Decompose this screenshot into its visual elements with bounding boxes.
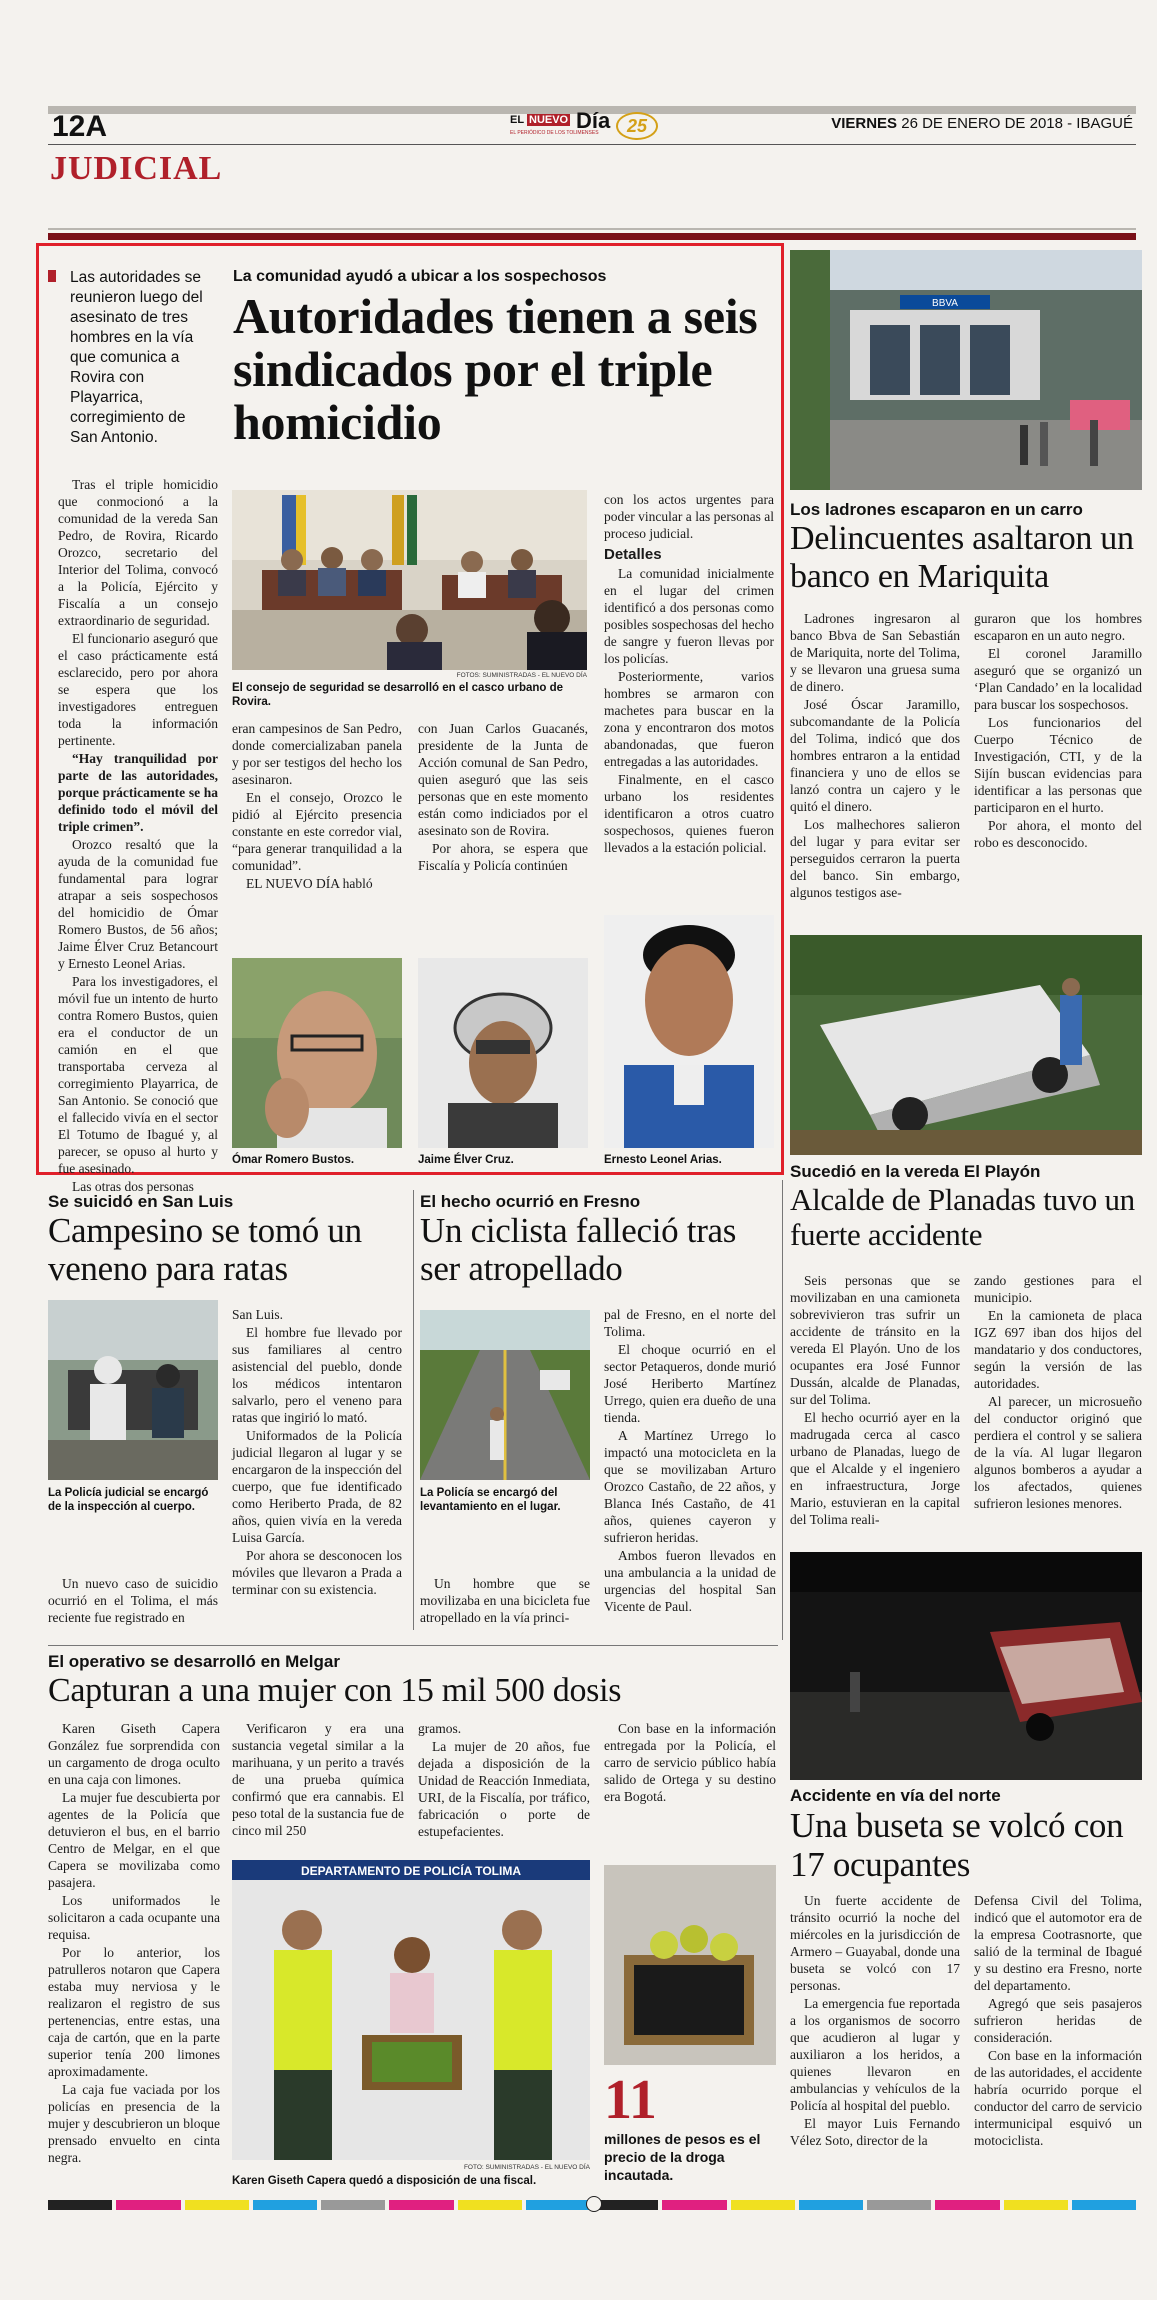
page-number: 12A xyxy=(52,110,108,143)
suicide-headline: Campesino se tomó un veneno para ratas xyxy=(48,1211,362,1288)
security-meeting-illustration xyxy=(232,490,587,670)
main-summary-block xyxy=(44,268,216,448)
bank-col1-p: José Óscar Jaramillo, subcomandante de la Policía del Tolima, indicó que dos hombres entraron a la entidad financiera y uno de ellos se lanzó contra un cajero y le quitó el dinero. xyxy=(790,697,960,814)
bank-kicker: Los ladrones escaparon en un carro xyxy=(790,500,1083,519)
main-photo-credit: FOTOS: SUMINISTRADAS - EL NUEVO DÍA xyxy=(456,672,587,679)
planadas-col2 xyxy=(974,1272,1142,1513)
cyclist-kicker: El hecho ocurrió en Fresno xyxy=(420,1192,641,1211)
melgar-col1-p: La mujer fue descubierta por agentes de la Policía que detuvieron el bus, en el barrio Centro de Melgar, en el que Capera se movilizaba como pasajera. xyxy=(48,1790,220,1890)
logo-nuevo: NUEVO xyxy=(529,114,569,126)
main-col1-p: Tras el triple homicidio que conmocionó a la comunidad de la vereda San Pedro, de Rovira, Ricardo Orozco, secretario del Interior del Tolima, convocó a la Policía, Ejército y Fiscalía a un consejo extraordinario de seguridad. xyxy=(58,477,218,628)
header-rule xyxy=(48,144,1136,145)
suicide-col2-p: San Luis. xyxy=(232,1307,284,1322)
cyclist-headline: Un ciclista falleció tras ser atropellado xyxy=(420,1211,737,1288)
melgar-col2-p: Verificaron y era una sustancia vegetal similar a la marihuana, y un perito a través de una prueba química confirmó que era cannabis. El peso total de la sustancia fue de cinco mil 250 xyxy=(232,1721,404,1838)
main-col2-p: eran campesinos de San Pedro, donde comercializaban panela y por ser testigos del hecho los asesinaron. xyxy=(232,721,402,787)
melgar-col1-p: Por lo anterior, los patrulleros notaron que Capera estaba muy nerviosa y le realizaron el registro de sus pertenencias, entre estas, una caja de cartón, que en la parte superior tenía 200 limones aproximadamente. xyxy=(48,1945,220,2079)
bank-headline: Delincuentes asaltaron un banco en Mariquita xyxy=(790,520,1134,595)
victim-portrait-1 xyxy=(232,958,402,1148)
melgar-photo xyxy=(232,1860,590,2160)
melgar-col1-p: Los uniformados le solicitaron a cada ocupante una requisa. xyxy=(48,1893,220,1942)
bank-col1 xyxy=(790,610,960,902)
bank-col2-p: Los funcionarios del Cuerpo Técnico de Investigación, CTI, y de la Sijín buscan evidencias para identificar a las personas que participaron en el hurto. xyxy=(974,715,1142,815)
main-headline: Autoridades tienen a seis sindicados por el triple homicidio xyxy=(233,288,758,450)
planadas-headline: Alcalde de Planadas tuvo un fuerte accidente xyxy=(790,1182,1135,1252)
melgar-col1-p: Karen Giseth Capera González fue sorprendida con un cargamento de droga oculto en una caja con limones. xyxy=(48,1721,220,1787)
bus-kicker: Accidente en vía del norte xyxy=(790,1786,1001,1805)
main-col3 xyxy=(418,720,588,875)
main-col3-p: con Juan Carlos Guacanés, presidente de la Junta de Acción comunal de San Pedro, quien aseguró que las seis personas que en este momento están como indiciados por el asesinato son de Rovira. xyxy=(418,721,588,838)
cyclist-col2-p: Ambos fueron llevados en una ambulancia a la unidad de urgencias del hospital San Vicente de Paul. xyxy=(604,1548,776,1614)
section-band xyxy=(48,233,1136,240)
bank-col2 xyxy=(974,610,1142,852)
cyclist-col2 xyxy=(604,1306,776,1616)
planadas-photo xyxy=(790,935,1142,1155)
bus-headline: Una buseta se volcó con 17 ocupantes xyxy=(790,1806,1124,1884)
melgar-col3 xyxy=(418,1720,590,1841)
main-col2-p: En el consejo, Orozco le pidió al Ejército presencia constante en este corredor vial, “para generar tranquilidad a la comunidad”. xyxy=(232,790,402,873)
anniversary-number: 25 xyxy=(626,115,648,136)
bank-col2-p: Por ahora, el monto del robo es desconocido. xyxy=(974,818,1142,850)
main-col2-p: EL NUEVO DÍA habló xyxy=(246,876,373,891)
overturned-truck-illustration xyxy=(790,935,1142,1155)
cyclist-col2-p: A Martínez Urrego lo impactó una motocicleta en la que se movilizaban Arturo Orozco Castaño, de 22 años, y Blanca Inés Castaño, de 41 años, quienes cayeron y sufrieron heridas. xyxy=(604,1428,776,1545)
bank-sign: BBVA xyxy=(932,298,958,309)
cyclist-caption: La Policía se encargó del levantamiento en el lugar. xyxy=(420,1487,561,1513)
main-col4 xyxy=(604,491,774,857)
main-col2 xyxy=(232,720,402,893)
main-col4-p: La comunidad inicialmente en el lugar del crimen identificó a dos personas como posibles sospechosas del hecho de sangre y fueron llevas por los policías. xyxy=(604,566,774,666)
planadas-col2-p: Al parecer, un microsueño del conductor originó que perdiera el control y se saliera de la vía. Al lugar llegaron algunos bomberos a ayudar a los afectados, quienes sufrieron lesiones menores. xyxy=(974,1394,1142,1511)
suicide-col2-p: Por ahora se desconocen los móviles que llevaron a Prada a terminar con su existencia. xyxy=(232,1548,402,1597)
main-col1-p: El funcionario aseguró que el caso prácticamente está esclarecido, pero por ahora se espera que los investigadores entreguen toda la información pertinente. xyxy=(58,631,218,748)
victim-photo-3 xyxy=(604,915,774,1148)
divider-cyclist-right xyxy=(782,1180,783,1640)
victim-caption-3: Ernesto Leonel Arias. xyxy=(604,1154,722,1166)
planadas-col1-p: El hecho ocurrió ayer en la madrugada cerca al casco urbano de Planadas, luego de que el Alcalde y el ingeniero en infraestructura, Jorge Mario, estuvieran en la capital del Tolima reali- xyxy=(790,1410,960,1527)
melgar-caption: Karen Giseth Capera quedó a disposición de una fiscal. xyxy=(232,2175,537,2187)
header-date xyxy=(831,115,1133,132)
victim-caption-2: Jaime Élver Cruz. xyxy=(418,1154,514,1166)
melgar-headline: Capturan a una mujer con 15 mil 500 dosis xyxy=(48,1672,622,1709)
arrest-illustration xyxy=(232,1860,590,2160)
cyclist-col2-p: El choque ocurrió en el sector Petaqueros, donde murió José Heriberto Martínez Urrego, quien era dueño de una tienda. xyxy=(604,1342,776,1425)
planadas-col1 xyxy=(790,1272,960,1529)
bus-col2-p: Defensa Civil del Tolima, indicó que el automotor era de la empresa Cootrasnorte, que salió de la terminal de Ibagué y su destino era Fresno, norte del departamento. xyxy=(974,1893,1142,1993)
details-title: Detalles xyxy=(604,546,662,563)
melgar-col1 xyxy=(48,1720,220,2167)
bus-col1 xyxy=(790,1892,960,2150)
cyclist-photo xyxy=(420,1310,590,1480)
suicide-photo xyxy=(48,1300,218,1480)
main-photo-caption: El consejo de seguridad se desarrolló en el casco urbano de Rovira. xyxy=(232,682,564,708)
main-col1-p: Orozco resaltó que la ayuda de la comunidad fue fundamental para lograr atrapar a seis sospechosos del homicidio de Ómar Romero Bustos, de 56 años; Jaime Élver Cruz Betancourt y Ernesto Leonel Arias. xyxy=(58,837,218,971)
victim-caption-1: Ómar Romero Bustos. xyxy=(232,1154,355,1166)
main-col3-p: Por ahora, se espera que Fiscalía y Policía continúen xyxy=(418,841,588,873)
security-meeting-photo xyxy=(232,490,587,670)
header-date-rest: 26 DE ENERO DE 2018 - IBAGUÉ xyxy=(901,115,1133,132)
suicide-caption: La Policía judicial se encargó de la inspección al cuerpo. xyxy=(48,1487,209,1513)
melgar-photo-banner: DEPARTAMENTO DE POLICÍA TOLIMA xyxy=(300,1864,522,1878)
melgar-col4 xyxy=(604,1720,776,1806)
logo-dia: Día xyxy=(576,108,611,133)
melgar-drug-photo xyxy=(604,1865,776,2065)
bank-col1-p: Los malhechores salieron del lugar y para evitar ser perseguidos cerraron la puerta del banco. Sin embargo, algunos testigos ase- xyxy=(790,817,960,900)
victim-portrait-3 xyxy=(604,915,774,1148)
logo-tagline: EL PERIÓDICO DE LOS TOLIMENSES xyxy=(510,130,599,136)
logo-el: EL xyxy=(510,114,525,126)
main-col4-p: Posteriormente, varios hombres se armaron con machetes para buscar en la zona y encontraron dos motos abandonadas, que fueron entregadas a las autoridades. xyxy=(604,669,774,769)
cyclist-col2-p: pal de Fresno, en el norte del Tolima. xyxy=(604,1307,776,1339)
victim-photo-1 xyxy=(232,958,402,1148)
masthead-logo xyxy=(510,108,660,142)
melgar-photo-credit: FOTO: SUMINISTRADAS - EL NUEVO DÍA xyxy=(463,2164,590,2171)
suicide-col1 xyxy=(48,1575,218,1627)
night-crash-illustration xyxy=(790,1552,1142,1780)
cyclist-col1-p: Un hombre que se movilizaba en una bicicleta fue atropellado en la vía princi- xyxy=(420,1576,590,1625)
melgar-col3-p: La mujer de 20 años, fue dejada a disposición de la Unidad de Reacción Inmediata, URI, de la Fiscalía, por tráfico, fabricación o porte de estupefacientes. xyxy=(418,1739,590,1839)
suicide-col2-p: Uniformados de la Policía judicial llegaron al lugar y se encargaron de la inspección del cuerpo, que fue identificado como Heriberto Prada, de 82 años, quien vivía en la vereda Luisa García. xyxy=(232,1428,402,1545)
planadas-kicker: Sucedió en la vereda El Playón xyxy=(790,1162,1041,1181)
bank-photo xyxy=(790,250,1142,490)
melgar-stat-text: millones de pesos es el precio de la droga incautada. xyxy=(604,2131,761,2183)
victim-portrait-2 xyxy=(418,958,588,1148)
bus-col2-p: Con base en la información de las autoridades, el accidente habría ocurrido porque el conductor del carro de servicio intermunicipal esquivó un motociclista. xyxy=(974,2048,1142,2148)
main-col1-p: Para los investigadores, el móvil fue un intento de hurto contra Romero Bustos, quien era el conductor de un camión en el que transportaba cerveza al corregimiento Playarrica, de San Antonio. Se conoció que el fallecido vivía en el sector El Totumo de Ibagué y, al parecer, se opuso al hurto y fue asesinado. xyxy=(58,974,218,1176)
bus-col2 xyxy=(974,1892,1142,2150)
melgar-col3-p: gramos. xyxy=(418,1721,462,1736)
suicide-kicker: Se suicidó en San Luis xyxy=(48,1192,234,1211)
header-day: VIERNES xyxy=(831,115,898,132)
main-col4-p: Finalmente, en el casco urbano los residentes identificaron a otros cuatro sospechosos, quienes fueron llevados a la estación policial. xyxy=(604,772,774,855)
planadas-col2-p: zando gestiones para el municipio. xyxy=(974,1273,1142,1305)
melgar-col4-p: Con base en la información entregada por la Policía, el carro de servicio público había salido de Ortega y su destino era Bogotá. xyxy=(604,1721,776,1804)
planadas-col2-p: En la camioneta de placa IGZ 697 iban dos hijos del mandatario y dos conductores, según la versión de las autoridades. xyxy=(974,1308,1142,1391)
main-summary: Las autoridades se reunieron luego del asesinato de tres hombres en la vía que comunica a Rovira con Playarrica, corregimiento de San Antonio. xyxy=(70,269,203,446)
cyclist-col1 xyxy=(420,1575,590,1627)
bus-col1-p: Un fuerte accidente de tránsito ocurrió la noche del miércoles en la jurisdicción de Armero – Guayabal, donde una buseta se volcó con 17 personas. xyxy=(790,1893,960,1993)
section-band-thin xyxy=(48,228,1136,230)
bank-col2-p: El coronel Jaramillo aseguró que se organizó un ‘Plan Candado’ en la localidad para buscar los sospechosos. xyxy=(974,646,1142,712)
bank-street-illustration xyxy=(790,250,1142,490)
section-title: JUDICIAL xyxy=(50,150,223,187)
melgar-col2 xyxy=(232,1720,404,1840)
divider-suicide-cyclist xyxy=(413,1190,414,1630)
anniversary-badge xyxy=(616,112,658,140)
planadas-col1-p: Seis personas que se movilizaban en una camioneta sobrevivieron tras sufrir un accidente de tránsito en la vereda El Playón. Uno de los ocupantes era José Funnor Dussán, alcalde de Planadas, sur del Tolima. xyxy=(790,1273,960,1407)
bus-col1-p: La emergencia fue reportada a los organismos de socorro que acudieron al lugar y auxiliaron a los heridos, a quienes llevaron en ambulancias y vehículos de la Policía al hospital del pueblo. xyxy=(790,1996,960,2113)
main-kicker: La comunidad ayudó a ubicar a los sospechosos xyxy=(233,268,607,285)
melgar-kicker: El operativo se desarrolló en Melgar xyxy=(48,1652,340,1671)
melgar-col1-p: La caja fue vaciada por los policías en presencia de la mujer y descubrieron un bloque prensado envuelto en cinta negra. xyxy=(48,2082,220,2165)
main-col1 xyxy=(58,476,218,1196)
melgar-stat-number: 11 xyxy=(604,2069,657,2131)
bus-col1-p: El mayor Luis Fernando Vélez Soto, director de la xyxy=(790,2116,960,2148)
victim-photo-2 xyxy=(418,958,588,1148)
registration-mark-icon xyxy=(586,2196,602,2212)
bank-col1-p: Ladrones ingresaron al banco Bbva de San Sebastián de Mariquita, norte del Tolima, y se llevaron una gruesa suma de dinero. xyxy=(790,611,960,694)
main-col1-p: Las otras dos personas xyxy=(72,1179,194,1194)
divider-melgar-top xyxy=(48,1645,778,1646)
main-col4-intro: con los actos urgentes para poder vincular a las personas al proceso judicial. xyxy=(604,492,774,541)
suicide-col2 xyxy=(232,1306,402,1599)
road-scene-illustration xyxy=(420,1310,590,1480)
police-inspection-illustration xyxy=(48,1300,218,1480)
suicide-col2-p: El hombre fue llevado por sus familiares al centro asistencial del pueblo, donde los médicos intentaron salvarlo, pero el veneno para ratas que ingirió lo mató. xyxy=(232,1325,402,1425)
bus-col2-p: Agregó que seis pasajeros sufrieron heridas de consideración. xyxy=(974,1996,1142,2045)
bank-col2-p: guraron que los hombres escaparon en un auto negro. xyxy=(974,611,1142,643)
summary-marker xyxy=(48,270,56,282)
suicide-col1-p: Un nuevo caso de suicidio ocurrió en el Tolima, el más reciente fue registrado en xyxy=(48,1576,218,1625)
seized-drug-illustration xyxy=(604,1865,776,2065)
bus-photo xyxy=(790,1552,1142,1780)
main-col1-quote: “Hay tranquilidad por parte de las autoridades, porque prácticamente se ha definido todo el móvil del triple crimen”. xyxy=(58,751,218,834)
